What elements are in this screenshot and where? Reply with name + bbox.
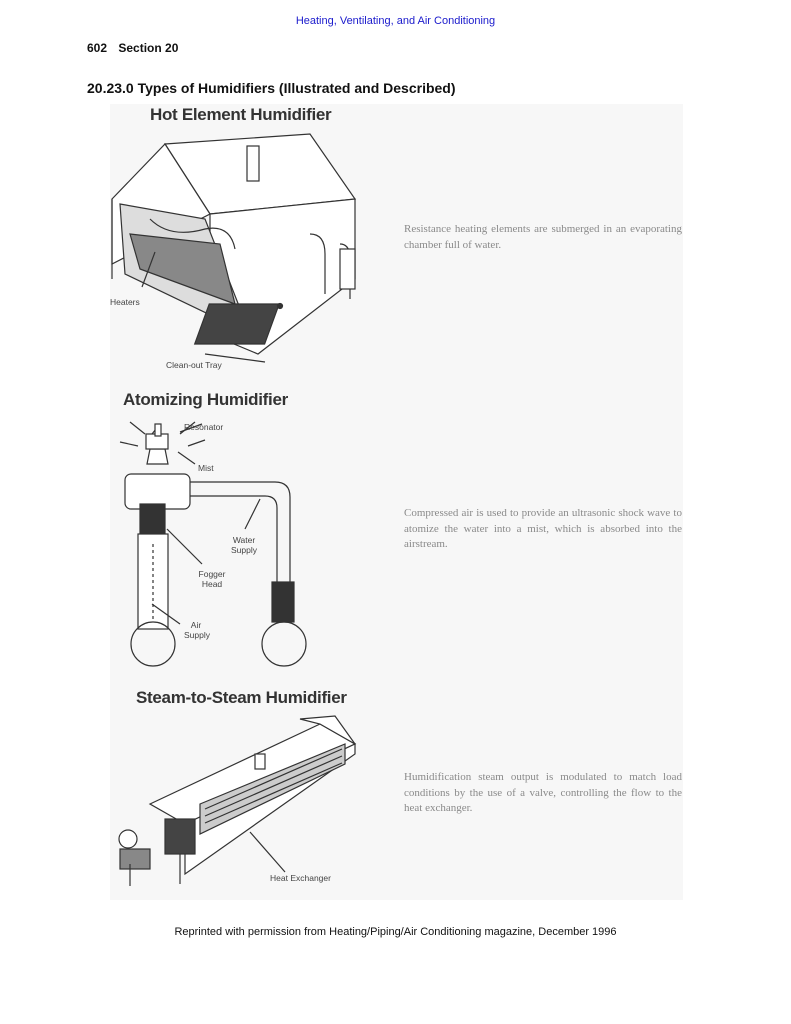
figure-label: Water Supply — [231, 535, 257, 555]
figure-title: Hot Element Humidifier — [150, 105, 332, 124]
figure-description: Humidification steam output is modulated to match load conditions by the use of a valve, controlling the flow to the heat exchanger. — [404, 771, 682, 814]
section-label: Section 20 — [118, 41, 179, 55]
page-header — [87, 41, 186, 55]
figure-label: Resonator — [184, 422, 224, 432]
figure-title: Atomizing Humidifier — [123, 390, 288, 409]
figure-description: Compressed air is used to provide an ultrasonic shock wave to atomize the water into a mist, which is absorbed into the airstream. — [404, 507, 682, 550]
page-number: 602 — [87, 41, 108, 55]
figure-label: Heaters — [110, 297, 140, 307]
figure-label: Heat Exchanger — [270, 873, 331, 883]
figure-label: Mist — [198, 463, 214, 473]
figure-description: Resistance heating elements are submerged in an evaporating chamber full of water. — [404, 223, 682, 251]
running-head: Heating, Ventilating, and Air Conditioning — [295, 15, 496, 27]
reprint-caption: Reprinted with permission from Heating/Piping/Air Conditioning magazine, December 1996 — [174, 926, 617, 938]
figure-label: Clean-out Tray — [166, 360, 222, 370]
figure-label: Fogger Head — [198, 569, 226, 589]
figure-title: Steam-to-Steam Humidifier — [136, 688, 347, 707]
steam-to-steam-humidifier-drawing — [119, 716, 355, 886]
humidifier-figure — [110, 104, 683, 900]
hot-element-humidifier-drawing — [112, 134, 355, 362]
atomizing-humidifier-drawing — [120, 422, 306, 666]
figure-label: Air Supply — [184, 620, 210, 640]
section-title: 20.23.0 Types of Humidifiers (Illustrated and Described) — [87, 80, 456, 96]
